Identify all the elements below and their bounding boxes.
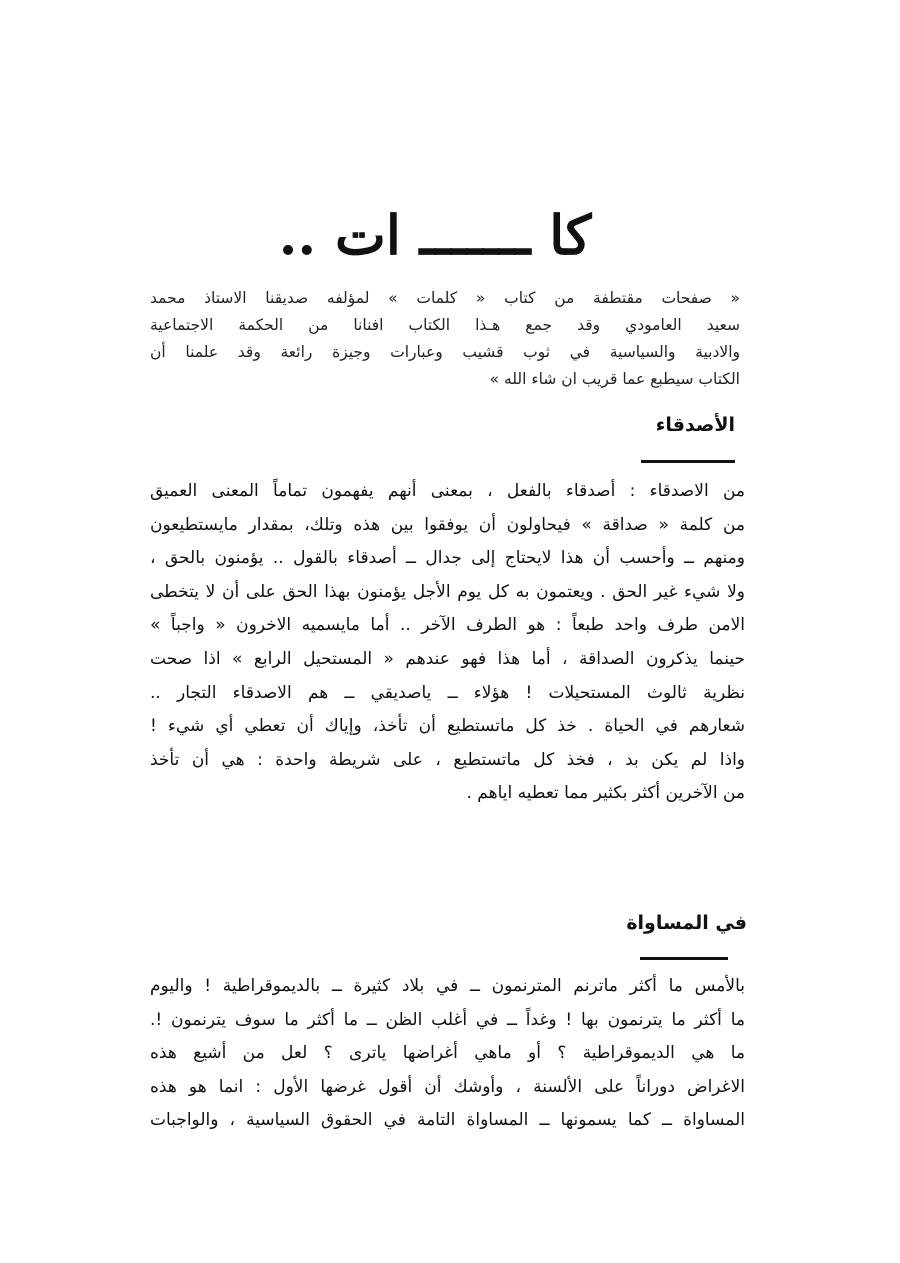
body-line: ولا شيء غير الحق . ويعتمون به كل يوم الأجل يؤمنون بهذا الحق على أن لا يتخطى xyxy=(150,581,745,602)
heading-underline xyxy=(640,957,728,960)
body-line: شعارهم في الحياة . خذ كل ماتستطيع أن تأخذ، وإياك أن تعطي أي شيء ! xyxy=(150,716,745,737)
page-title: كا ـــــــ ات .. xyxy=(278,203,592,267)
section-body-equality xyxy=(150,970,745,1138)
intro-paragraph xyxy=(150,285,740,393)
body-line: المساواة ــ كما يسمونها ــ المساواة التامة في الحقوق السياسية ، والواجبات xyxy=(150,1110,745,1131)
intro-line: سعيد العامودي وقد جمع هـذا الكتاب افنانا من الحكمة الاجتماعية xyxy=(150,316,740,334)
body-line: واذا لم يكن بد ، فخذ كل ماتستطيع ، على شريطة واحدة : هي أن تأخذ xyxy=(150,749,745,770)
body-line: حينما يذكرون الصداقة ، أما هذا فهو عندهم « المستحيل الرابع » اذا صحت xyxy=(150,648,745,669)
section-heading-equality: في المساواة xyxy=(626,912,747,934)
heading-underline xyxy=(641,460,735,463)
intro-line: « صفحات مقتطفة من كتاب « كلمات » لمؤلفه صديقنا الاستاذ محمد xyxy=(150,289,740,307)
body-line: بالأمس ما أكثر ماترنم المترنمون ــ في بلاد كثيرة ــ بالديموقراطية ! واليوم xyxy=(150,976,745,996)
intro-line: والادبية والسياسية في ثوب قشيب وعبارات وجيزة رائعة وقد علمنا أن xyxy=(150,343,740,361)
body-line: الاغراض دوراناً على الألسنة ، وأوشك أن أقول غرضها الأول : انما هو هذه xyxy=(150,1076,745,1097)
body-line: من الاصدقاء : أصدقاء بالفعل ، بمعنى أنهم يفهمون تماماً المعنى العميق xyxy=(150,481,745,501)
body-line: نظرية ثالوث المستحيلات ! هؤلاء ــ ياصديقي ــ هم الاصدقاء التجار .. xyxy=(150,682,745,703)
section-heading-friends: الأصدقاء xyxy=(655,414,735,436)
intro-line: الكتاب سيطبع عما قريب ان شاء الله » xyxy=(489,370,740,388)
section-body-friends xyxy=(150,475,745,811)
body-line: الامن طرف واحد طبعاً : هو الطرف الآخر .. أما مايسميه الاخرون « واجباً » xyxy=(150,615,745,636)
body-line: ومنهم ــ وأحسب أن هذا لايحتاج إلى جدال ــ أصدقاء بالقول .. يؤمنون بالحق ، xyxy=(150,548,745,569)
body-line: من كلمة « صداقة » فيحاولون أن يوفقوا بين هذه وتلك، بمقدار مايستطيعون xyxy=(150,514,745,535)
body-line: ما هي الديموقراطية ؟ أو ماهي أغراضها ياترى ؟ لعل من أشيع هذه xyxy=(150,1043,745,1064)
body-line: ما أكثر ما يترنمون بها ! وغداً ــ في أغلب الظن ــ ما أكثر ما سوف يترنمون !. xyxy=(150,1009,745,1030)
body-line: من الآخرين أكثر بكثير مما تعطيه اياهم . xyxy=(466,783,745,804)
